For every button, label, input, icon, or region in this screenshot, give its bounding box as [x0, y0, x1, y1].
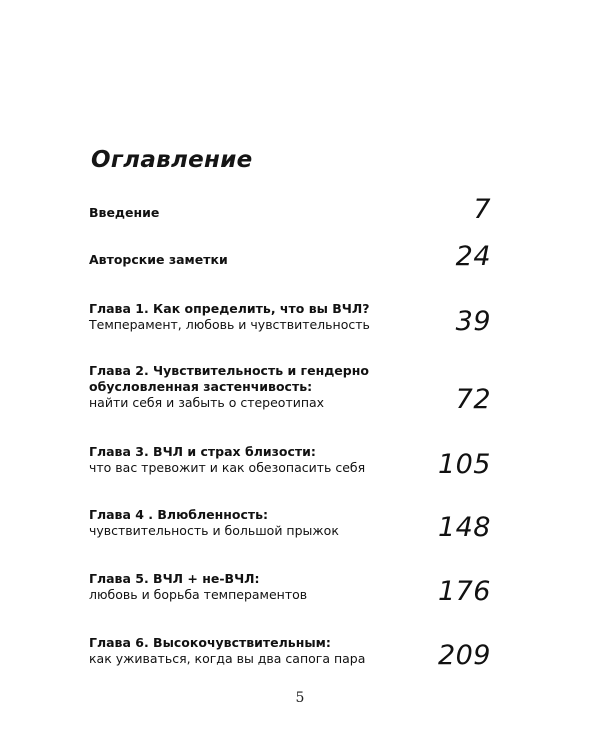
toc-entry-page-number: 24	[455, 241, 491, 272]
toc-entry-page-number: 176	[437, 576, 491, 607]
toc-entry-text	[89, 635, 399, 667]
toc-entry-heading: Глава 3. ВЧЛ и страх близости:	[89, 444, 316, 459]
toc-entry-subtitle: что вас тревожит и как обезопасить себя	[89, 460, 366, 475]
toc-entry-heading: Авторские заметки	[89, 252, 228, 267]
toc-entry-page-number: 209	[437, 640, 491, 671]
toc-entry-chapter-3[interactable]	[89, 440, 491, 480]
toc-entry-chapter-4[interactable]	[89, 503, 491, 543]
toc-entry-page-number: 7	[473, 194, 491, 225]
toc-entry-subtitle: найти себя и забыть о стереотипах	[89, 395, 325, 410]
toc-entry-chapter-2[interactable]	[89, 361, 491, 415]
toc-entry-chapter-5[interactable]	[89, 567, 491, 607]
page-title: Оглавление	[91, 147, 253, 173]
toc-entry-heading: Введение	[89, 205, 160, 220]
toc-entry-page-number: 105	[437, 449, 491, 480]
toc-entry-subtitle: любовь и борьба темпераментов	[89, 587, 308, 602]
toc-entry-subtitle: как уживаться, когда вы два сапога пара	[89, 651, 366, 666]
toc-entry-heading: Глава 4 . Влюбленность:	[89, 507, 269, 522]
toc-entry-text	[89, 363, 399, 411]
toc-entry-text	[89, 252, 399, 268]
toc-entry-text	[89, 507, 399, 539]
toc-entry-subtitle: Темперамент, любовь и чувствительность	[89, 317, 370, 332]
toc-entry-page-number: 72	[455, 384, 491, 415]
toc-entry-introduction[interactable]	[89, 194, 491, 225]
toc-entry-chapter-6[interactable]	[89, 631, 491, 671]
toc-entry-subtitle: чувствительность и большой прыжок	[89, 523, 339, 538]
toc-entry-heading: Глава 6. Высокочувствительным:	[89, 635, 331, 650]
toc-entry-text	[89, 205, 399, 221]
toc-entry-chapter-1[interactable]	[89, 297, 491, 337]
toc-entry-author-notes[interactable]	[89, 241, 491, 272]
toc-entry-page-number: 39	[455, 306, 491, 337]
toc-entry-heading: Глава 2. Чувствительность и гендерно обусловленная застенчивость:	[89, 363, 369, 394]
toc-entry-text	[89, 571, 399, 603]
toc-entry-heading: Глава 1. Как определить, что вы ВЧЛ?	[89, 301, 370, 316]
toc-entry-text	[89, 301, 399, 333]
toc-entry-page-number: 148	[437, 512, 491, 543]
toc-entry-heading: Глава 5. ВЧЛ + не-ВЧЛ:	[89, 571, 260, 586]
toc-entry-text	[89, 444, 399, 476]
page-number: 5	[295, 690, 305, 706]
